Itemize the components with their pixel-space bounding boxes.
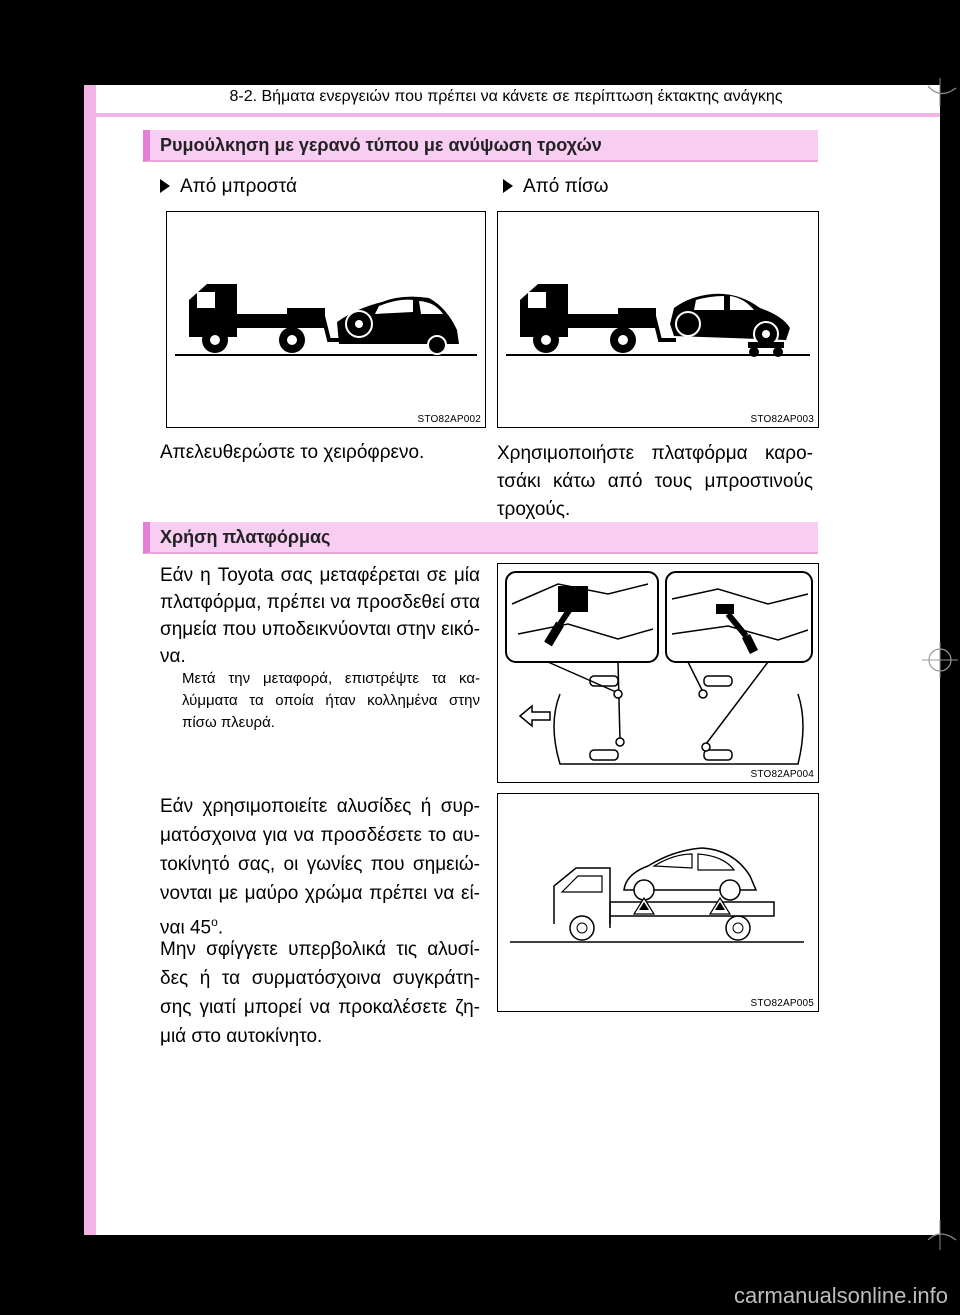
breadcrumb: 8-2. Βήματα ενεργειών που πρέπει να κάνετε σε περίπτωση έκτακτης ανάγκης xyxy=(229,88,783,105)
tow-truck-rear-illustration xyxy=(498,212,818,412)
header-rule xyxy=(84,113,940,117)
figure-flatbed xyxy=(497,793,819,1012)
subheading-rear: Από πίσω xyxy=(503,176,609,198)
tie-down-points-illustration xyxy=(498,564,818,769)
figure-tow-front xyxy=(166,211,486,428)
watermark: carmanualsonline.info xyxy=(733,1283,948,1308)
section-title-platform: Χρήση πλατφόρμας xyxy=(143,522,818,554)
flatbed-truck-illustration xyxy=(498,794,818,994)
paragraph-platform-intro: Εάν η Toyota σας μεταφέρεται σε μία πλατφόρμα, πρέπει να προσδεθεί στα σημεία που υποδεικνύονται στην εικό-να. xyxy=(160,565,480,667)
paragraph-chains-tight: Μην σφίγγετε υπερβολικά τις αλυσί-δες ή τα συρματόσχοινα συγκράτη-σης γιατί μπορεί να προκαλέσετε ζη-μιά στο αυτοκίνητο. xyxy=(160,939,480,1047)
page-margin-bar xyxy=(84,85,96,1235)
crop-mark-icon xyxy=(918,78,960,118)
subheading-front: Από μπροστά xyxy=(160,176,297,198)
note-covers: Μετά την μεταφορά, επιστρέψτε τα κα-λύμματα τα οποία ήταν κολλημένα στην πίσω πλευρά. xyxy=(182,670,480,731)
figure-code: STO82AP003 xyxy=(750,414,814,425)
registration-mark-icon xyxy=(920,640,960,680)
paragraph-chains-angle: Εάν χρησιμοποιείτε αλυσίδες ή συρ-ματόσχοινα για να προσδέσετε το αυ-τοκίνητό σας, οι γωνίες που σημειώ-νονται με μαύρο χρώμα πρέπει να εί-ναι 45$^o$. xyxy=(160,796,480,939)
caption-rear: Χρησιμοποιήστε πλατφόρμα καρο-τσάκι κάτω από τους μπροστινούς τροχούς. xyxy=(497,443,813,520)
figure-tie-down-points xyxy=(497,563,819,783)
figure-code: STO82AP005 xyxy=(750,998,814,1009)
triangle-bullet-icon xyxy=(160,179,170,193)
tow-truck-front-illustration xyxy=(167,212,485,412)
section-title-wheel-lift: Ρυμούλκηση με γερανό τύπου με ανύψωση τροχών xyxy=(143,130,818,162)
caption-front: Απελευθερώστε το χειρόφρενο. xyxy=(160,442,425,463)
triangle-bullet-icon xyxy=(503,179,513,193)
crop-mark-icon xyxy=(918,1210,960,1250)
figure-tow-rear xyxy=(497,211,819,428)
figure-code: STO82AP002 xyxy=(417,414,481,425)
figure-code: STO82AP004 xyxy=(750,769,814,780)
